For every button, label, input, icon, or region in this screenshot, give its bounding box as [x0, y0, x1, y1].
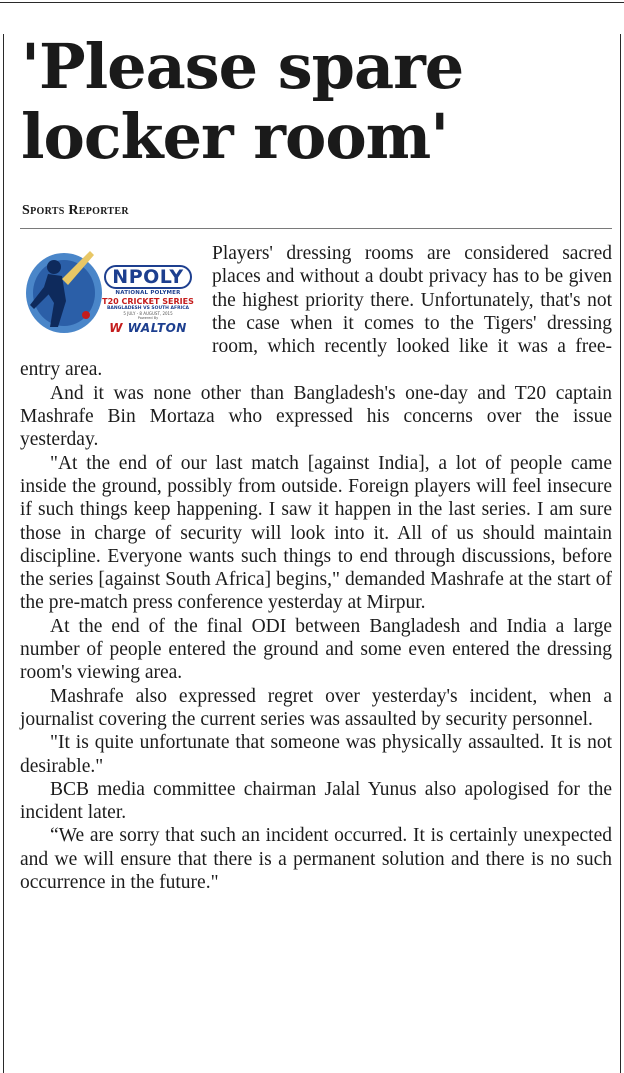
- logo-series-name: T20 CRICKET SERIES: [102, 296, 194, 306]
- article-body: [20, 242, 612, 894]
- headline: 'Please spare locker room': [21, 30, 464, 173]
- right-column-rule: [620, 34, 621, 1073]
- paragraph: “We are sorry that such an incident occurred. It is certainly unexpected and we will ensure that there is a permanent solution and there is no such occurrence in the future.": [20, 825, 612, 894]
- byline: Sports Reporter: [22, 203, 129, 218]
- series-logo: [20, 243, 200, 335]
- top-border: [0, 2, 624, 3]
- walton-w-icon: W: [109, 320, 123, 335]
- npoly-mark: NPOLY: [104, 265, 191, 289]
- paragraph: At the end of the final ODI between Bangladesh and India a large number of people entered the ground and some even entered the dressing room's viewing area.: [20, 615, 612, 684]
- logo-text-block: [96, 265, 200, 334]
- logo-subtitle: NATIONAL POLYMER: [115, 290, 181, 296]
- sponsor-name: WALTON: [127, 320, 187, 335]
- paragraph: Players' dressing rooms are considered sacred places and without a doubt privacy has to be given the highest priority there. Unfortunately, that's not the case when it comes to the Tigers' dressing room, which recently looked like it was a free-entry area.: [20, 243, 612, 381]
- byline-divider: [20, 228, 612, 229]
- logo-powered-by: Powered By: [137, 316, 159, 320]
- left-column-rule: [3, 34, 4, 1073]
- logo-dates: 5 JULY - 8 AUGUST, 2015: [123, 311, 173, 316]
- paragraph: BCB media committee chairman Jalal Yunus also apologised for the incident later.: [20, 778, 612, 824]
- paragraph: Mashrafe also expressed regret over yesterday's incident, when a journalist covering the current series was assaulted by security personnel.: [20, 685, 612, 730]
- paragraph: And it was none other than Bangladesh's one-day and T20 captain Mashrafe Bin Mortaza who expressed his concerns over the issue yesterday.: [20, 382, 612, 451]
- logo-teams: BANGLADESH VS SOUTH AFRICA: [107, 305, 189, 311]
- walton-sponsor-mark: [96, 322, 200, 334]
- paragraph: "It is quite unfortunate that someone was physically assaulted. It is not desirable.": [20, 732, 612, 777]
- paragraph: "At the end of our last match [against India], a lot of people came inside the ground, possibly from outside. Foreign players will feel insecure if such things keep happening. I saw it happen in the last series. I am sure those in charge of security will look into it. All of us should maintain discipline. Everyone wants such things to end through discussions, before the series [against South Africa] begins," demanded Mashrafe at the start of the pre-match press conference yesterday at Mirpur.: [20, 452, 612, 614]
